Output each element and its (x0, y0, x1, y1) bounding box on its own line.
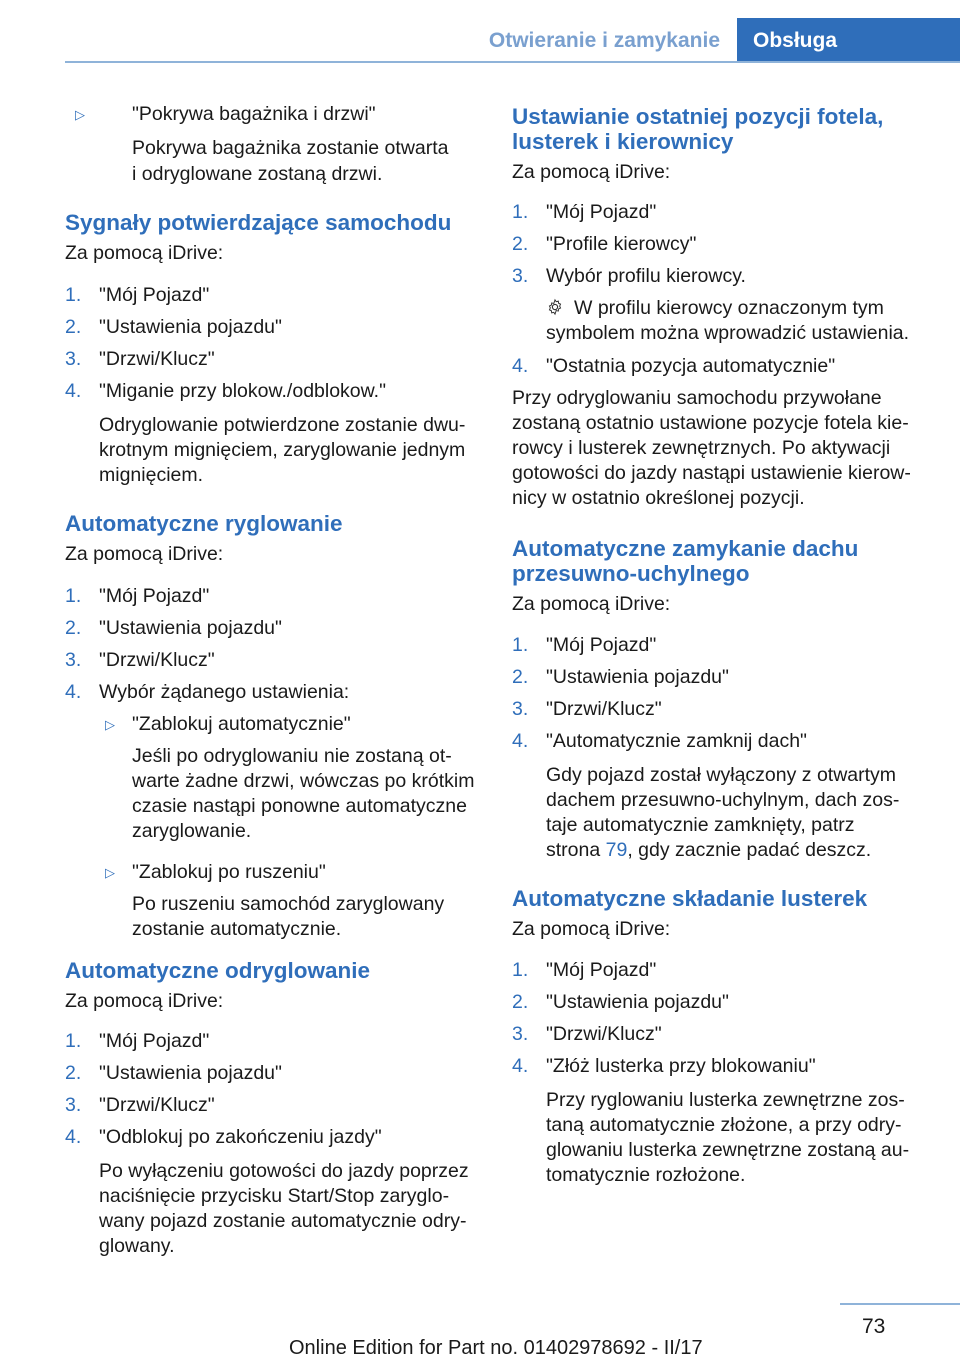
step-note: strona 79, gdy zacznie padać deszcz. (546, 839, 872, 861)
sub-option-desc: czasie nastąpi ponowne automatyczne (132, 795, 467, 817)
list-item: 1. "Mój Pojazd" (512, 634, 657, 656)
section-title: lusterek i kierownicy (512, 129, 734, 154)
section-title: Automatyczne ryglowanie (65, 511, 343, 536)
footer-edition: Online Edition for Part no. 01402978692 - II/17 (289, 1337, 703, 1359)
list-item: 3. "Drzwi/Klucz" (65, 348, 215, 370)
list-item: 1. "Mój Pojazd" (65, 1030, 210, 1052)
step-note: taną automatycznie złożone, a przy odry- (546, 1114, 902, 1136)
page-number: 73 (862, 1315, 886, 1338)
step-note: tomatycznie rozłożone. (546, 1164, 746, 1186)
left-column (65, 98, 485, 1257)
steps-list (512, 633, 937, 863)
section-mirrors (512, 886, 867, 942)
triangle-bullet-icon: ▷ (105, 717, 115, 732)
list-item: 1. "Mój Pojazd" (65, 284, 210, 306)
list-item: 4. "Ostatnia pozycja automatycznie" (512, 355, 836, 377)
step-note: Gdy pojazd został wyłączony z otwartym (546, 764, 897, 786)
section-title: przesuwno-uchylnego (512, 561, 750, 586)
list-item: 2. "Profile kierowcy" (512, 233, 697, 255)
step-note: taje automatycznie zamknięty, patrz (546, 814, 855, 836)
list-item: 2. "Ustawienia pojazdu" (512, 666, 729, 688)
sub-option-desc: Jeśli po odryglowaniu nie zostaną ot- (132, 745, 452, 767)
steps-list (512, 958, 937, 1188)
step-note: glowaniu lusterka zewnętrzne zostaną au- (546, 1139, 910, 1161)
list-item: 1. "Mój Pojazd" (65, 585, 210, 607)
section-title: Automatyczne zamykanie dachu (512, 536, 859, 561)
option-label: "Pokrywa bagażnika i drzwi" (132, 103, 376, 125)
section-seat-position (512, 104, 883, 185)
step-note: Przy ryglowaniu lusterka zewnętrzne zos- (546, 1089, 905, 1111)
paragraph: Przy odryglowaniu samochodu przywołane (512, 387, 882, 409)
section-signals (65, 210, 451, 266)
paragraph: zostaną ostatnio ustawione pozycje fotela kie- (512, 412, 909, 434)
step-note: wany pojazd zostanie automatycznie odry- (99, 1210, 467, 1232)
list-item: 4. "Złóż lusterka przy blokowaniu" (512, 1055, 816, 1077)
paragraph: rowcy i lusterek zewnętrznych. Po aktywacji (512, 437, 891, 459)
list-item: 4. "Odblokuj po zakończeniu jazdy" (65, 1126, 382, 1148)
intro-text: Za pomocą iDrive: (65, 242, 224, 264)
list-item: 2. "Ustawienia pojazdu" (65, 1062, 282, 1084)
section-title: Automatyczne składanie lusterek (512, 886, 868, 911)
paragraph: nicy w ostatnio określonej pozycji. (512, 487, 805, 509)
page-link[interactable]: 79 (605, 839, 628, 861)
list-item: 4. "Miganie przy blokow./odblokow." (65, 380, 386, 402)
header-section-title: Otwieranie i zamykanie (488, 29, 720, 52)
list-item: 3. "Drzwi/Klucz" (65, 649, 215, 671)
list-item: 2. "Ustawienia pojazdu" (512, 991, 729, 1013)
intro-text: Za pomocą iDrive: (512, 161, 671, 183)
intro-text: Za pomocą iDrive: (65, 990, 224, 1012)
steps-list (65, 283, 485, 488)
list-item: 3. "Drzwi/Klucz" (512, 1023, 662, 1045)
step-note: symbolem można wprowadzić ustawienia. (546, 322, 910, 344)
section-roof (512, 536, 858, 617)
list-item: 3. "Drzwi/Klucz" (65, 1094, 215, 1116)
intro-text: Za pomocą iDrive: (65, 543, 224, 565)
section-autounlock (65, 958, 370, 1014)
footer-rule (840, 1303, 960, 1305)
step-note: dachem przesuwno-uchylnym, dach zos- (546, 789, 900, 811)
sub-option: ▷ "Zablokuj automatycznie" (105, 713, 351, 735)
intro-text: Za pomocą iDrive: (512, 593, 671, 615)
list-item: 4. Wybór żądanego ustawienia: (65, 681, 350, 703)
list-item: 4. "Automatycznie zamknij dach" (512, 730, 807, 752)
step-note: W profilu kierowcy oznaczonym tym (546, 296, 937, 321)
triangle-bullet-icon: ▷ (105, 865, 115, 880)
steps-list (65, 584, 485, 942)
step-note: naciśnięcie przycisku Start/Stop zaryglo- (99, 1185, 450, 1207)
steps-list (65, 1029, 485, 1259)
intro-text: Za pomocą iDrive: (512, 918, 671, 940)
sub-option: ▷ "Zablokuj po ruszeniu" (105, 861, 326, 883)
section-title: Automatyczne odryglowanie (65, 958, 371, 983)
step-note: mignięciem. (99, 464, 204, 486)
step-note: krotnym mignięciem, zaryglowanie jednym (99, 439, 466, 461)
list-item: 3. "Drzwi/Klucz" (512, 698, 662, 720)
step-note: Odryglowanie potwierdzone zostanie dwu- (99, 414, 466, 436)
list-item: 1. "Mój Pojazd" (512, 959, 657, 981)
list-item: 3. Wybór profilu kierowcy. (512, 265, 746, 287)
option-description: i odryglowane zostaną drzwi. (132, 163, 383, 185)
option-description: Pokrywa bagażnika zostanie otwarta (132, 137, 449, 159)
triangle-bullet-icon: ▷ (75, 107, 85, 122)
header-chapter-tab[interactable]: Obsługa (737, 18, 960, 63)
section-autolock (65, 511, 343, 567)
option-trunk-and-doors (65, 98, 485, 198)
sub-option-desc: zaryglowanie. (132, 820, 252, 842)
paragraph: gotowości do jazdy nastąpi ustawienie kierow- (512, 462, 911, 484)
header-rule (65, 61, 960, 63)
sub-option-desc: Po ruszeniu samochód zaryglowany (132, 893, 445, 915)
watermark (528, 1337, 960, 1360)
sub-option-desc: warte żadne drzwi, wówczas po krótkim (132, 770, 475, 792)
list-item: 2. "Ustawienia pojazdu" (65, 316, 282, 338)
list-item: 1. "Mój Pojazd" (512, 201, 657, 223)
gear-icon (546, 298, 564, 316)
section-title: Ustawianie ostatniej pozycji fotela, (512, 104, 884, 129)
list-item: 2. "Ustawienia pojazdu" (65, 617, 282, 639)
sub-option-desc: zostanie automatycznie. (132, 918, 342, 940)
step-note: glowany. (99, 1235, 175, 1257)
step-note: Po wyłączeniu gotowości do jazdy poprzez (99, 1160, 469, 1182)
steps-list (512, 200, 937, 511)
section-title: Sygnały potwierdzające samochodu (65, 210, 452, 235)
